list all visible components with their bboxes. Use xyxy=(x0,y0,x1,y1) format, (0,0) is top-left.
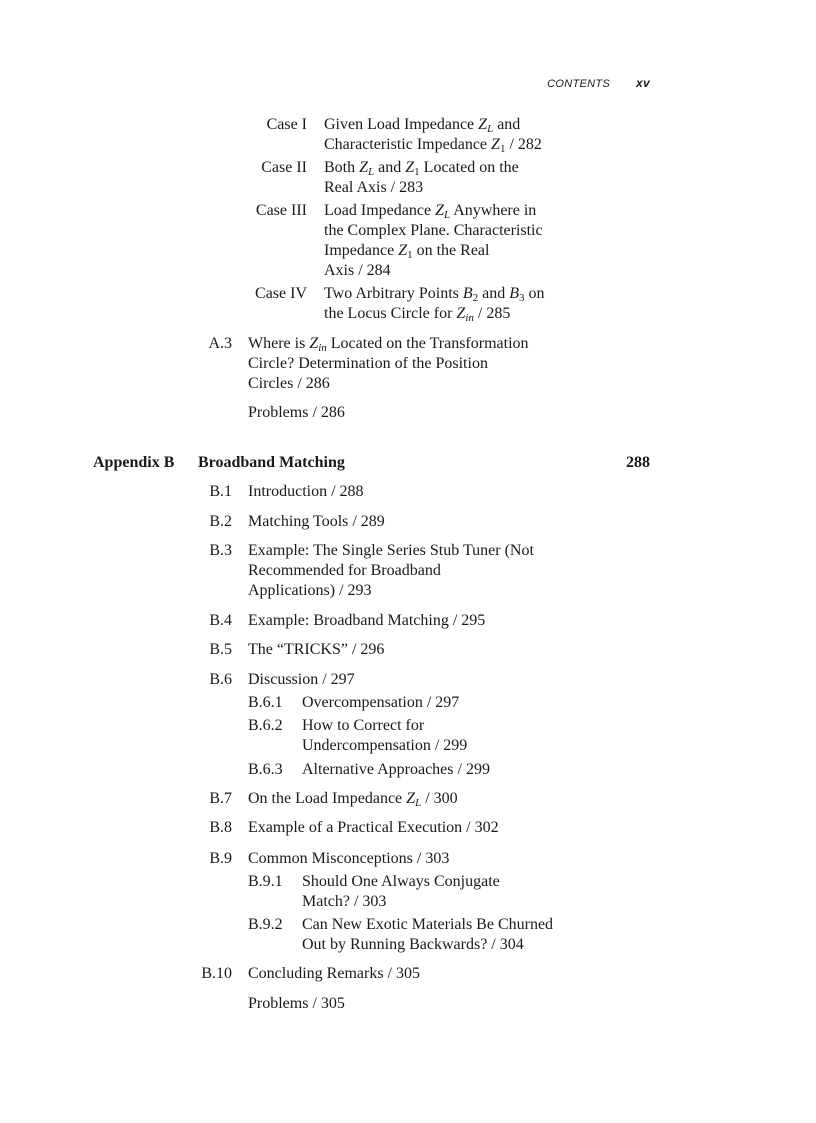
running-header xyxy=(547,76,650,90)
case-label: Case I xyxy=(266,116,307,133)
subsection-text: Alternative Approaches / 299 xyxy=(302,761,490,778)
case-text: Axis / 284 xyxy=(324,262,391,279)
section-b-3-text: Applications) / 293 xyxy=(248,582,372,599)
case-label: Case III xyxy=(255,202,307,219)
subsection-text: Out by Running Backwards? / 304 xyxy=(302,936,524,953)
section-b-5-number: B.5 xyxy=(209,641,232,658)
case-text: Characteristic Impedance $Z_1 / 282$ xyxy=(324,136,542,155)
section-b-8-number: B.8 xyxy=(209,819,232,836)
section-b-7-text: On the Load Impedance $Z_L / 300$ xyxy=(248,790,458,809)
appendix-page: 288 xyxy=(626,454,650,471)
section-b-6-text: Discussion / 297 xyxy=(248,671,355,688)
section-b-2-text: Matching Tools / 289 xyxy=(248,513,385,530)
case-text: Given Load Impedance $Z_L$ and xyxy=(324,116,521,135)
section-b-9-text: Common Misconceptions / 303 xyxy=(248,850,450,867)
case-text: Real Axis / 283 xyxy=(324,179,424,196)
subsection-number: B.6.2 xyxy=(248,717,283,734)
subsection-text: Should One Always Conjugate xyxy=(302,873,500,890)
case-text: the Complex Plane. Characteristic xyxy=(324,222,543,239)
section-a3-text: Circles / 286 xyxy=(248,375,330,392)
subsection-number: B.9.1 xyxy=(248,873,283,890)
appendix-title: Broadband Matching xyxy=(198,454,345,471)
case-label: Case IV xyxy=(255,285,307,302)
page-number: xv xyxy=(636,76,650,90)
subsection-text: Can New Exotic Materials Be Churned xyxy=(302,916,554,933)
section-b-10-text: Concluding Remarks / 305 xyxy=(248,965,420,982)
section-b-3-text: Example: The Single Series Stub Tuner (Not xyxy=(248,542,534,559)
section-b-3-number: B.3 xyxy=(209,542,232,559)
subsection-text: Undercompensation / 299 xyxy=(302,737,468,754)
subsection-number: B.6.3 xyxy=(248,761,283,778)
section-b-3-text: Recommended for Broadband xyxy=(248,562,441,579)
appendix-label: Appendix B xyxy=(93,454,175,471)
header-label: CONTENTS xyxy=(547,78,611,90)
section-b-1-number: B.1 xyxy=(209,483,232,500)
section-b-6-number: B.6 xyxy=(209,671,232,688)
section-b-5-text: The “TRICKS” / 296 xyxy=(248,641,385,658)
section-b-4-text: Example: Broadband Matching / 295 xyxy=(248,612,486,629)
case-text: the Locus Circle for $Z_{in} / 285$ xyxy=(324,305,511,324)
subsection-text: Overcompensation / 297 xyxy=(302,694,460,711)
case-label: Case II xyxy=(261,159,307,176)
problems-b: Problems / 305 xyxy=(248,995,345,1012)
section-b-9-number: B.9 xyxy=(209,850,232,867)
section-b-8-text: Example of a Practical Execution / 302 xyxy=(248,819,499,836)
section-b-1-text: Introduction / 288 xyxy=(248,483,364,500)
section-b-10-number: B.10 xyxy=(201,965,232,982)
section-a3-text: Where is $Z_{in}$ Located on the Transformation xyxy=(248,335,529,354)
subsection-number: B.6.1 xyxy=(248,694,283,711)
section-b-2-number: B.2 xyxy=(209,513,232,530)
section-b-7-number: B.7 xyxy=(209,790,232,807)
case-text: Impedance $Z_1$ on the Real xyxy=(324,242,490,261)
case-text: Two Arbitrary Points $B_2$ and $B_3$ on xyxy=(324,285,545,304)
section-b-4-number: B.4 xyxy=(209,612,232,629)
case-text: Load Impedance $Z_L$ Anywhere in xyxy=(324,202,537,221)
problems-a: Problems / 286 xyxy=(248,404,345,421)
case-text: Both $Z_L$ and $Z_1$ Located on the xyxy=(324,159,519,178)
subsection-number: B.9.2 xyxy=(248,916,283,933)
subsection-text: Match? / 303 xyxy=(302,893,387,910)
section-a3-text: Circle? Determination of the Position xyxy=(248,355,488,372)
subsection-text: How to Correct for xyxy=(302,717,425,734)
section-a3-number: A.3 xyxy=(208,335,232,352)
